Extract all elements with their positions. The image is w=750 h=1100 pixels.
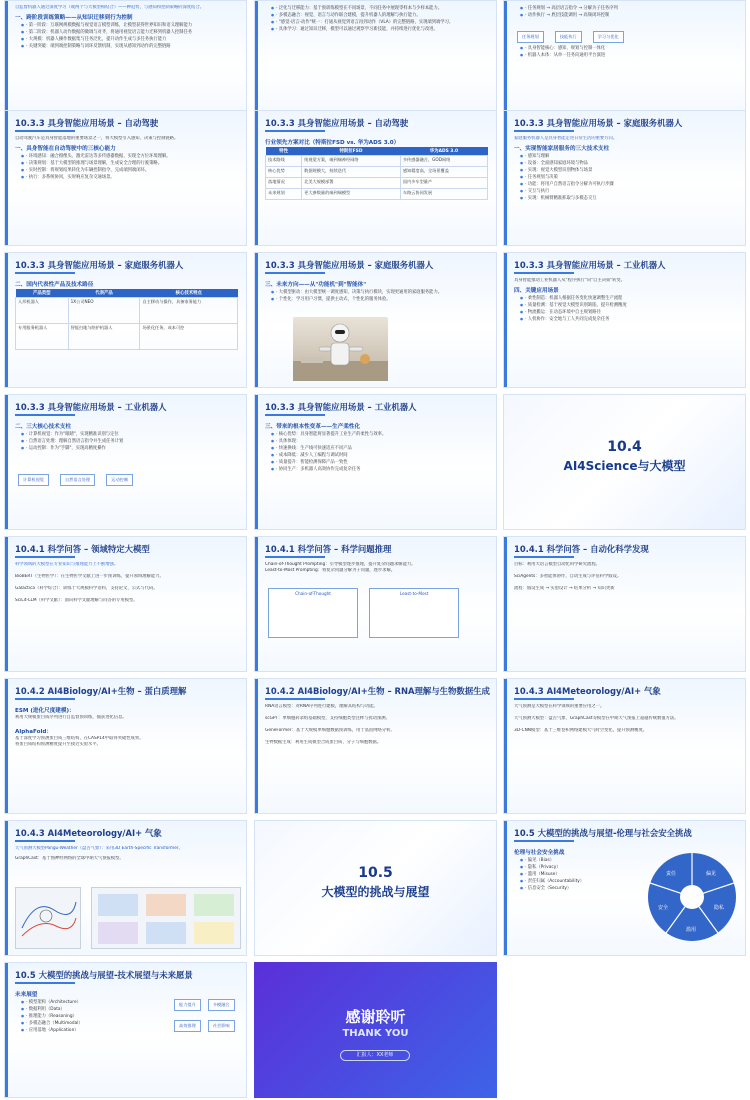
- slide-11[interactable]: [254, 394, 497, 530]
- slide-text: GeneFormer：基于大规模单细胞数据预训练，用于基因网络分析。: [265, 728, 395, 733]
- slide-3[interactable]: [503, 0, 746, 120]
- slide-accent-bar: [5, 679, 8, 813]
- slide-text: ● · 环境感知：融合摄像头、激光雷达等多传感器数据，实现全方位环境理解。: [15, 153, 238, 160]
- slide-text: ● · 任务规划与决策: [514, 174, 737, 181]
- slide-text: ● · 第二阶段：机器人动作数据的微调与对齐，将通用视觉语言能力迁移到机器人控制任务: [15, 29, 238, 36]
- slide-accent-bar: [255, 679, 258, 813]
- slide-text: ● · 任务规划 → 高层语言指令 → 分解为子任务序列: [514, 5, 737, 12]
- slide-text: ● · "感觉-语言-动作"统一：打通从视觉到语言再到动作（VLA）的完整链路，实现端到端学习。: [265, 19, 488, 26]
- slide-13[interactable]: [4, 536, 247, 672]
- slide-7[interactable]: [4, 252, 247, 388]
- title-underline: [15, 130, 75, 132]
- slide-text: 家庭服务机器人是具身智能走进日常生活的重要方向。: [514, 136, 618, 141]
- slide-heading: 一、具身智能在自动驾驶中的三核心能力: [15, 146, 116, 152]
- slide-text: ● · 多模态融合：视觉、语言与动作联合建模，提升机器人的理解与执行能力。: [265, 12, 488, 19]
- slide-accent-bar: [504, 537, 507, 671]
- slide-heading: 二、三大核心技术支柱: [15, 424, 71, 430]
- slide-text: ● · 协同生产：多机器人高效协作完成复杂任务: [265, 466, 488, 473]
- slide-accent-bar: [255, 395, 258, 529]
- slide-text: 天气预测大模型Pangu-Weather（盘古气象）：采用3D Earth-Specific Transformer。: [15, 846, 183, 851]
- slide-accent-bar: [5, 111, 8, 245]
- table-header: 代表产品: [68, 289, 140, 298]
- slide-15[interactable]: [503, 536, 746, 672]
- slide-heading: 四、关键应用场景: [514, 288, 559, 294]
- slide-heading: 一、实现智能家居服务的三大技术支柱: [514, 146, 610, 152]
- slide-text: ● · 机器人本体：从单一任务向通用平台演进: [514, 52, 737, 59]
- table-header: 产品类型: [16, 289, 69, 298]
- slide-text: ● · 功能：将用户自然语言指令分解为可执行步骤: [514, 181, 737, 188]
- slide-10[interactable]: [4, 394, 247, 530]
- table-cell: 纯视觉方案，端到端神经网络: [302, 156, 401, 167]
- title-underline: [15, 982, 75, 984]
- concept-box: 技能执行: [555, 31, 582, 43]
- title-underline: [514, 130, 574, 132]
- slide-accent-bar: [504, 1, 507, 119]
- slide-text: ● · 具体体现：: [265, 438, 488, 445]
- forecast-grid-icon: [92, 888, 242, 950]
- slide-text: ● · 数据利用（Data）: [15, 1006, 238, 1013]
- slide-text: 将蛋白质结构预测精度提升至接近实验水平。: [15, 742, 101, 747]
- slide-title: 10.4.2 AI4Biology/AI+生物 – 蛋白质理解: [15, 686, 187, 696]
- slide-accent-bar: [255, 1, 258, 119]
- title-underline: [514, 272, 574, 274]
- slide-text: ● · 责任归属（Accountability）: [514, 878, 737, 885]
- section-number: 10.4: [607, 439, 642, 455]
- slide-text: ● · 设备：全面感知家庭环境与物品: [514, 160, 737, 167]
- table-row: [16, 324, 238, 350]
- slide-heading: 伦理与社会安全挑战: [514, 850, 565, 856]
- pillar-box: 自然语言处理: [60, 474, 95, 486]
- slide-text: ● · 滥用（Misuse）: [514, 871, 737, 878]
- presenter-label: 汇报人：XX老师: [340, 1050, 410, 1061]
- slide-text: ● · 交互与执行: [514, 188, 737, 195]
- slide-text: ● · 应用落地（Application）: [15, 1027, 238, 1034]
- slide-text: Galactica（科学综合）：训练于大规模科学语料，支持论文、公式与代码。: [15, 586, 158, 591]
- slide-title: 10.4.1 科学问答 – 自动化科学发现: [514, 544, 649, 554]
- slide-text: ● · 实现：机械臂精准抓取与多模态交互: [514, 195, 737, 202]
- slide-text: Least-to-Most Prompting：将复杂问题分解为子问题，逐步求解。: [265, 568, 396, 573]
- table-header: 华为ADS 3.0: [400, 147, 487, 156]
- slide-text: ● · 隐私（Privacy）: [514, 864, 737, 871]
- slide-text: ● · 动作执行 → 底层技能调用 → 高频闭环控制: [514, 12, 737, 19]
- slide-text: ● · 信息安全（Security）: [514, 885, 737, 892]
- slide-text: Chain-of-Thought Prompting：引导模型逐步推理，提升复杂问题求解能力。: [265, 562, 416, 567]
- table-cell: 北美大规模部署: [302, 178, 401, 189]
- slide-text: SciAgents：多智能体协作，自动生成与评估科学假设。: [514, 574, 622, 579]
- slide-text: scGPT：单细胞转录组基础模型，支持细胞类型注释与扰动预测。: [265, 716, 390, 721]
- slide-text: ● · 具身智能核心：感知、规划与控制一体化: [514, 45, 737, 52]
- slide-title: 10.5 大模型的挑战与展望-技术展望与未来愿景: [15, 970, 193, 980]
- slide-title: 10.3.3 具身智能应用场景 – 自动驾驶: [265, 118, 409, 128]
- section-number: 10.5: [358, 865, 393, 881]
- slide-text: ● · 第一阶段：互联网规模数据与视觉语言模型训练，让模型获得世界知识和语义理解能力: [15, 22, 238, 29]
- section-title: AI4Science与大模型: [563, 459, 686, 473]
- slide-accent-bar: [255, 111, 258, 245]
- slide-title: 10.4.1 科学问答 – 科学问题推理: [265, 544, 392, 554]
- product-table: [15, 289, 238, 350]
- table-cell: 多传感器融合，GOD网络: [400, 156, 487, 167]
- title-underline: [15, 272, 75, 274]
- table-cell: 人形机器人: [16, 298, 69, 324]
- pie-label: 安全: [658, 905, 669, 911]
- table-cell: 专用服务机器人: [16, 324, 69, 350]
- slide-title: 10.3.3 具身智能应用场景 – 工业机器人: [514, 260, 666, 270]
- slide-text: ● · 快速换线：生产线可快速适应不同产品: [265, 445, 488, 452]
- weather-map-icon: [16, 888, 82, 950]
- table-cell: 未来规划: [266, 189, 302, 200]
- slide-17[interactable]: [254, 678, 497, 814]
- table-title: 行业领先方案对比（特斯拉FSD vs. 华为ADS 3.0）: [265, 140, 400, 146]
- slide-title: 10.3.3 具身智能应用场景 – 自动驾驶: [15, 118, 159, 128]
- pie-label: 隐私: [714, 905, 725, 911]
- slide-text: ● · 关键突破：端到端控制策略与闭环反馈机制，实现从感知到动作的完整链路: [15, 43, 238, 50]
- table-cell: 自主移动与操作，具备家务能力: [140, 298, 238, 324]
- slide-accent-bar: [504, 111, 507, 245]
- slide-text: 利用大规模蛋白质序列进行自监督预训练，捕获进化信息。: [15, 715, 127, 720]
- slide-grid: [4, 0, 746, 1100]
- slide-accent-bar: [504, 821, 507, 955]
- weather-map-figure: [15, 887, 81, 949]
- slide-text: 流程：假设生成 → 实验设计 → 结果分析 → 知识更新: [514, 586, 615, 591]
- slide-text: 具身智能推动工业机器人从"程序执行"向"自主决策"转变。: [514, 278, 626, 283]
- comparison-table: [265, 147, 488, 200]
- figure-box: Chain-of-Thought: [268, 588, 358, 638]
- vision-box: 能力提升: [174, 999, 201, 1011]
- slide-text: 自监督机器人通过深度学习（或两个与大模型相结合）——种趋势，与感知和控制策略的深度结合。: [15, 5, 205, 10]
- table-cell: 落地情况: [266, 178, 302, 189]
- thanks-title: 感谢聆听: [345, 1008, 406, 1026]
- slide-9[interactable]: [503, 252, 746, 388]
- slide-accent-bar: [504, 253, 507, 387]
- slide-text: ● · 自然语言处理：理解自然语言指令并生成任务计划: [15, 438, 238, 445]
- slide-title: 10.4.3 AI4Meteorology/AI+ 气象: [15, 828, 162, 838]
- slide-12-section[interactable]: [503, 394, 746, 530]
- title-underline: [514, 698, 574, 700]
- slide-text: ● · 人机协作：安全地与工人共同完成复杂任务: [514, 316, 737, 323]
- vision-box: 社会影响: [208, 1020, 235, 1032]
- vision-box: 多模融合: [208, 999, 235, 1011]
- section-title: 大模型的挑战与展望: [321, 885, 430, 899]
- table-cell: 1X公司NEO: [68, 298, 140, 324]
- slide-text: ● · 执行：多系统协同，实时响应复杂交通场景。: [15, 174, 238, 181]
- slide-text: GraphCast：基于图神经网络的全球中期天气预报模型。: [15, 856, 124, 861]
- slide-text: ● · 个性化：学习用户习惯，提供主动式、个性化的服务体验。: [265, 296, 488, 303]
- title-underline: [265, 556, 325, 558]
- pillar-box: 运动控制: [106, 474, 133, 486]
- title-underline: [265, 698, 325, 700]
- slide-title: 10.3.3 具身智能应用场景 – 家庭服务机器人: [514, 118, 683, 128]
- slide-title: 10.3.3 具身智能应用场景 – 家庭服务机器人: [15, 260, 184, 270]
- slide-text: ● · 计算机视觉：作为"眼睛"，实现精准识别与定位: [15, 431, 238, 438]
- slide-accent-bar: [5, 963, 8, 1097]
- slide-8[interactable]: [254, 252, 497, 388]
- slide-21[interactable]: [503, 820, 746, 956]
- slide-text: ● · 质量检测：基于视觉大模型识别缺陷，提升检测精度: [514, 302, 737, 309]
- slide-text: 科学领域的大模型在专业知识与推理能力上不断增强。: [15, 562, 119, 567]
- slide-accent-bar: [5, 395, 8, 529]
- vision-box: 高效推理: [174, 1020, 201, 1032]
- table-row: [266, 178, 488, 189]
- slide-title: 10.3.3 具身智能应用场景 – 工业机器人: [15, 402, 167, 412]
- table-row: [266, 156, 488, 167]
- slide-text: 生物数据生成：利用生成模型合成蛋白质、分子与细胞数据。: [265, 740, 382, 745]
- slide-text: ● · 泛化与迁移能力：基于预训练模型在不同场景、不同任务中展现零样本与少样本能力。: [265, 5, 488, 12]
- table-row: [266, 167, 488, 178]
- slide-heading: 二、国内代表性产品及技术路径: [15, 282, 94, 288]
- slide-title: 10.4.2 AI4Biology/AI+生物 – RNA理解与生物数据生成: [265, 686, 490, 696]
- slide-text: 天气预测大模型：盘古气象、GraphCast等模型在中期天气预报上超越传统数值方法。: [514, 716, 679, 721]
- table-row: [16, 298, 238, 324]
- robot-image: [293, 317, 388, 381]
- slide-accent-bar: [5, 821, 8, 955]
- slide-heading: 未来展望: [15, 992, 38, 998]
- table-cell: 技术路线: [266, 156, 302, 167]
- ethics-pie-diagram: [644, 849, 740, 945]
- slide-title: 10.4.1 科学问答 – 领域特定大模型: [15, 544, 150, 554]
- figure-box: Least-to-Most: [369, 588, 459, 638]
- slide-text: RNA语言模型：对RNA序列进行建模，理解其结构与功能。: [265, 704, 378, 709]
- pie-label: 滥用: [686, 927, 697, 933]
- slide-text: ● · 多模态融合（Multimodal）: [15, 1020, 238, 1027]
- slide-text: ● · 物流搬运：在动态环境中自主规划路径: [514, 309, 737, 316]
- slide-22[interactable]: [4, 962, 247, 1098]
- slide-20-section[interactable]: [254, 820, 497, 956]
- slide-text: SciLit-LLM（科学文献）：面向科学文献理解与问答的专用模型。: [15, 598, 138, 603]
- forecast-figure: [91, 887, 241, 949]
- slide-accent-bar: [5, 1, 8, 119]
- table-cell: 核心优势: [266, 167, 302, 178]
- table-cell: 国内多车型量产: [400, 178, 487, 189]
- slide-16[interactable]: [4, 678, 247, 814]
- slide-title: 10.4.3 AI4Meteorology/AI+ 气象: [514, 686, 661, 696]
- thanks-subtitle: THANK YOU: [342, 1028, 409, 1039]
- slide-text: ● · 大模型驱动：由大模型统一调度感知、决策与执行模块，实现更通用的家庭服务能力。: [265, 289, 488, 296]
- table-cell: 车路云协同发展: [400, 189, 487, 200]
- slide-5[interactable]: [254, 110, 497, 246]
- slide-text: ● · 模型架构（Architecture）: [15, 999, 238, 1006]
- slide-accent-bar: [5, 253, 8, 387]
- concept-box: 学习与优化: [593, 31, 624, 43]
- slide-text: 3D-CNN模型：基于三维卷积网络建模大气时空变化，提升预测精度。: [514, 728, 648, 733]
- pillar-box: 计算机视觉: [18, 474, 49, 486]
- slide-heading: ESM (进化尺度建模)：: [15, 708, 75, 714]
- slide-heading: 一、跨阶段训练策略——从知识迁移到行为控制: [15, 15, 133, 21]
- table-header: 特性: [266, 147, 302, 156]
- table-header: 核心技术特点: [140, 289, 238, 298]
- robot-photo: [293, 317, 388, 381]
- slide-heading: 三、带来的根本性变革——生产柔性化: [265, 424, 361, 430]
- slide-accent-bar: [5, 537, 8, 671]
- slide-text: ● · 具体学习：通过知识迁移，模型可以通过观察学习新技能，并持续进行优化与改进。: [265, 26, 488, 33]
- pie-label: 责任: [666, 871, 677, 877]
- slide-accent-bar: [255, 253, 258, 387]
- slide-6[interactable]: [503, 110, 746, 246]
- slide-text: 自动驾驶汽车是具身智能落地的重要场景之一，将大模型引入感知、决策与控制链路。: [15, 136, 179, 141]
- title-underline: [15, 698, 75, 700]
- slide-1[interactable]: [4, 0, 247, 120]
- slide-text: ● · 大规模：机器人操作数据集与任务泛化，提升动作生成与多任务执行能力: [15, 36, 238, 43]
- slide-title: 10.3.3 具身智能应用场景 – 家庭服务机器人: [265, 260, 434, 270]
- slide-text: ● · 成本降低：减少人工编程与调试时间: [265, 452, 488, 459]
- table-cell: 更大参数量的端到端模型: [302, 189, 401, 200]
- table-cell: 感知精度高，全场景覆盖: [400, 167, 487, 178]
- slide-text: 大气预测是大模型在科学领域的重要应用之一。: [514, 704, 605, 709]
- slide-text: BioBERT（生物医学）：在生物医学文献上进一步预训练，提升领域理解能力。: [15, 574, 164, 579]
- table-cell: 场景化任务，成本可控: [140, 324, 238, 350]
- slide-text: 基于深度学习预测蛋白质三维结构，在CASP14中取得突破性成果。: [15, 736, 144, 741]
- slide-text: ● · 偏见（Bias）: [514, 857, 737, 864]
- slide-text: ● · 实现：视觉大模型识别物体与场景: [514, 167, 737, 174]
- slide-text: ● · 柔性制造：机器人根据任务变化快速调整生产流程: [514, 295, 737, 302]
- table-header: 特斯拉FSD: [302, 147, 401, 156]
- title-underline: [15, 414, 75, 416]
- title-underline: [15, 556, 75, 558]
- title-underline: [265, 414, 325, 416]
- slide-2[interactable]: [254, 0, 497, 120]
- pie-label: 偏见: [706, 871, 717, 877]
- slide-text: ● · 运动控制：作为"手脚"，实现高精度操作: [15, 445, 238, 452]
- slide-23-thanks[interactable]: [254, 962, 497, 1098]
- slide-title: 10.5 大模型的挑战与展望-伦理与社会安全挑战: [514, 828, 692, 838]
- slide-text: ● · 感知与理解: [514, 153, 737, 160]
- slide-heading: AlphaFold：: [15, 729, 52, 735]
- title-underline: [265, 272, 325, 274]
- slide-text: ● · 核心优势：具身智能将显著提升工业生产的柔性与效率。: [265, 431, 488, 438]
- slide-text: ● · 实时控制：将规划结果转化为车辆控制指令，完成端到端闭环。: [15, 167, 238, 174]
- slide-18[interactable]: [503, 678, 746, 814]
- slide-14[interactable]: [254, 536, 497, 672]
- table-cell: 数据规模大，持续迭代: [302, 167, 401, 178]
- slide-title: 10.3.3 具身智能应用场景 – 工业机器人: [265, 402, 417, 412]
- slide-4[interactable]: [4, 110, 247, 246]
- title-underline: [514, 840, 574, 842]
- title-underline: [514, 556, 574, 558]
- table-cell: 智能扫地与陪护机器人: [68, 324, 140, 350]
- slide-accent-bar: [504, 679, 507, 813]
- slide-accent-bar: [255, 537, 258, 671]
- slide-text: ● · 决策规划：基于大模型的推理与场景理解，生成安全合理的行驶策略。: [15, 160, 238, 167]
- slide-text: ● · 质量提升：智能检测保障产品一致性: [265, 459, 488, 466]
- concept-box: 任务规划: [517, 31, 544, 43]
- slide-19[interactable]: [4, 820, 247, 956]
- table-row: [266, 189, 488, 200]
- title-underline: [15, 840, 75, 842]
- slide-text: ● · 推理能力（Reasoning）: [15, 1013, 238, 1020]
- slide-heading: 三、未来方向——从"功能机"到"智能体": [265, 282, 367, 288]
- slide-text: 目标：利用大语言模型自动化科学研究流程。: [514, 562, 600, 567]
- title-underline: [265, 130, 325, 132]
